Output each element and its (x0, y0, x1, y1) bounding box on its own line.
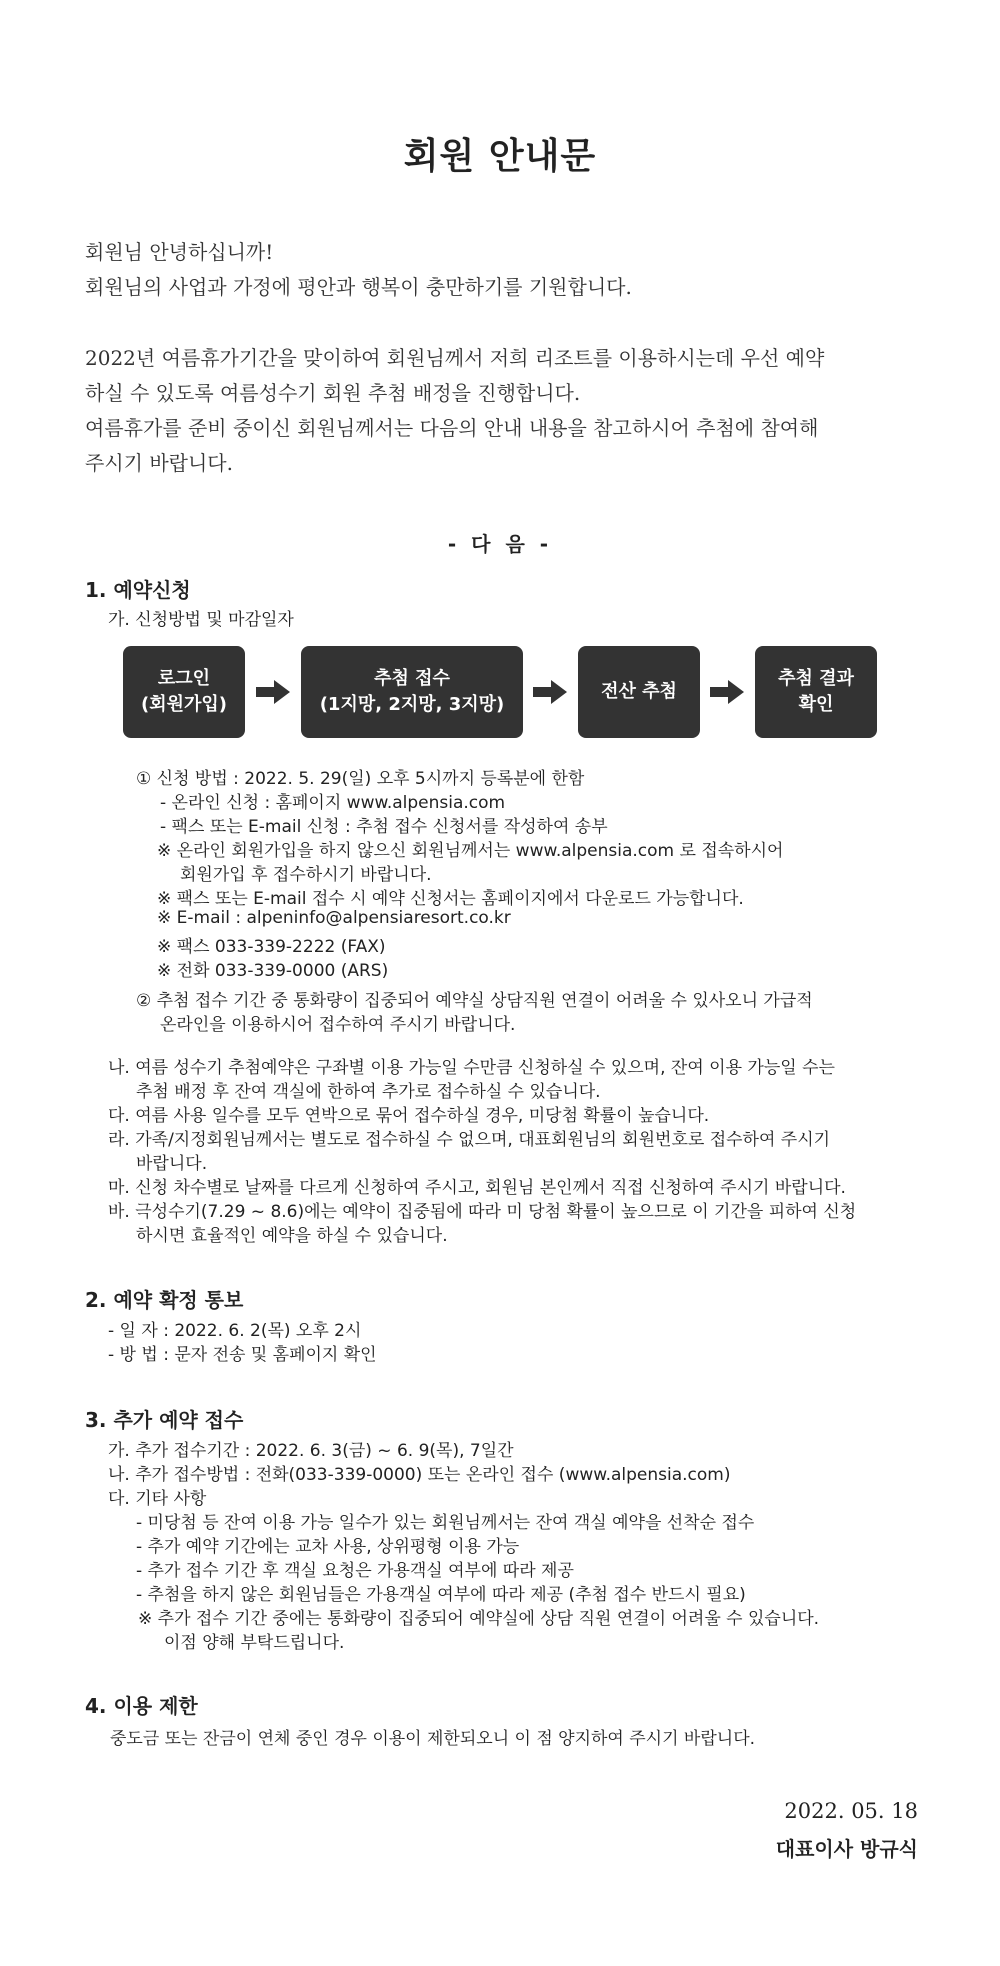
flow-step-title: 로그인 (157, 668, 211, 689)
flow-step-subtitle: (회원가입) (140, 694, 227, 715)
additional-line: 다. 기타 사항 (108, 1489, 207, 1509)
detail-line: ※ 전화 033-339-0000 (ARS) (157, 961, 389, 981)
note-line: 바랍니다. (136, 1154, 208, 1174)
confirmation-line: - 일 자 : 2022. 6. 2(목) 오후 2시 (108, 1321, 362, 1341)
notice-date: 2022. 05. 18 (784, 1799, 918, 1823)
intro-line: 여름휴가를 준비 중이신 회원님께서는 다음의 안내 내용을 참고하시어 추첨에 참여해 (85, 416, 819, 440)
signature: 대표이사 방규식 (775, 1837, 918, 1861)
additional-sub-line: - 추첨을 하지 않은 회원님들은 가용객실 여부에 따라 제공 (추첨 접수 반드시 필요) (136, 1585, 746, 1605)
section-heading-restriction: 4. 이용 제한 (85, 1694, 198, 1718)
note-line: 나. 여름 성수기 추첨예약은 구좌별 이용 가능일 수만큼 신청하실 수 있으며, 잔여 이용 가능일 수는 (108, 1058, 835, 1078)
flow-step-title: 추첨 접수 (374, 668, 450, 689)
additional-line: 가. 추가 접수기간 : 2022. 6. 3(금) ~ 6. 9(목), 7일간 (108, 1441, 514, 1461)
restriction-line: 중도금 또는 잔금이 연체 중인 경우 이용이 제한되오니 이 점 양지하여 주시기 바랍니다. (110, 1729, 756, 1749)
intro-line: 회원님의 사업과 가정에 평안과 행복이 충만하기를 기원합니다. (85, 275, 632, 299)
detail-line: - 온라인 신청 : 홈페이지 www.alpensia.com (160, 793, 506, 813)
detail-line: - 팩스 또는 E-mail 신청 : 추첨 접수 신청서를 작성하여 송부 (160, 817, 608, 837)
note-line: 라. 가족/지정회원님께서는 별도로 접수하실 수 없으며, 대표회원님의 회원번호로 접수하여 주시기 (108, 1130, 831, 1150)
confirmation-line: - 방 법 : 문자 전송 및 홈페이지 확인 (108, 1345, 377, 1365)
additional-line: 나. 추가 접수방법 : 전화(033-339-0000) 또는 온라인 접수 (www.alpensia.com) (108, 1465, 731, 1485)
note-line: 마. 신청 차수별로 날짜를 다르게 신청하여 주시고, 회원님 본인께서 직접 신청하여 주시기 바랍니다. (108, 1178, 846, 1198)
intro-line: 회원님 안녕하십니까! (85, 240, 274, 264)
detail-line: ※ 팩스 033-339-2222 (FAX) (157, 937, 386, 957)
arrow-right-icon (710, 680, 744, 704)
note-line: 하시면 효율적인 예약을 하실 수 있습니다. (136, 1226, 448, 1246)
arrow-right-icon (533, 680, 567, 704)
intro-line: 2022년 여름휴가기간을 맞이하여 회원님께서 저희 리조트를 이용하시는데 우선 예약 (85, 346, 825, 370)
note-line: 다. 여름 사용 일수를 모두 연박으로 묶어 접수하실 경우, 미당첨 확률이 높습니다. (108, 1106, 710, 1126)
detail-line: ※ E-mail : alpeninfo@alpensiaresort.co.kr (157, 908, 511, 928)
additional-sub-line: - 추가 예약 기간에는 교차 사용, 상위평형 이용 가능 (136, 1537, 520, 1557)
section-heading-additional: 3. 추가 예약 접수 (85, 1408, 244, 1432)
flow-step-title: 전산 추첨 (601, 681, 677, 702)
detail-line: 온라인을 이용하시어 접수하여 주시기 바랍니다. (160, 1015, 516, 1035)
intro-line: 하실 수 있도록 여름성수기 회원 추첨 배정을 진행합니다. (85, 381, 581, 405)
intro-line: 주시기 바랍니다. (85, 451, 233, 475)
additional-sub-line: 이점 양해 부탁드립니다. (164, 1633, 345, 1653)
additional-sub-line: - 미당첨 등 잔여 이용 가능 일수가 있는 회원님께서는 잔여 객실 예약을 선착순 접수 (136, 1513, 755, 1533)
flow-step-title: 추첨 결과 (778, 668, 854, 689)
flow-step-subtitle: 확인 (798, 694, 834, 715)
flow-step-login (123, 646, 245, 738)
section-heading-confirmation: 2. 예약 확정 통보 (85, 1288, 244, 1312)
flow-step-computer-lottery (578, 646, 700, 738)
section-divider: - 다 음 - (447, 532, 553, 556)
additional-sub-line: - 추가 접수 기간 후 객실 요청은 가용객실 여부에 따라 제공 (136, 1561, 574, 1581)
subsection-title: 가. 신청방법 및 마감일자 (108, 610, 294, 630)
flow-step-result-check (755, 646, 877, 738)
note-line: 바. 극성수기(7.29 ~ 8.6)에는 예약이 집중됨에 따라 미 당첨 확률이 높으므로 이 기간을 피하여 신청 (108, 1202, 857, 1222)
page-title: 회원 안내문 (403, 135, 597, 177)
detail-line: ※ 팩스 또는 E-mail 접수 시 예약 신청서는 홈페이지에서 다운로드 가능합니다. (157, 889, 744, 909)
detail-line: ※ 온라인 회원가입을 하지 않으신 회원님께서는 www.alpensia.com 로 접속하시어 (157, 841, 784, 861)
additional-sub-line: ※ 추가 접수 기간 중에는 통화량이 집중되어 예약실에 상담 직원 연결이 어려울 수 있습니다. (138, 1609, 820, 1629)
detail-line: ① 신청 방법 : 2022. 5. 29(일) 오후 5시까지 등록분에 한함 (136, 769, 585, 789)
detail-line: 회원가입 후 접수하시기 바랍니다. (180, 865, 432, 885)
arrow-right-icon (256, 680, 290, 704)
note-line: 추첨 배정 후 잔여 객실에 한하여 추가로 접수하실 수 있습니다. (136, 1082, 601, 1102)
detail-line: ② 추첨 접수 기간 중 통화량이 집중되어 예약실 상담직원 연결이 어려울 수 있사오니 가급적 (136, 991, 813, 1011)
flow-step-lottery-application (301, 646, 523, 738)
flow-step-subtitle: (1지망, 2지망, 3지망) (319, 694, 505, 715)
section-heading-reservation: 1. 예약신청 (85, 578, 191, 602)
